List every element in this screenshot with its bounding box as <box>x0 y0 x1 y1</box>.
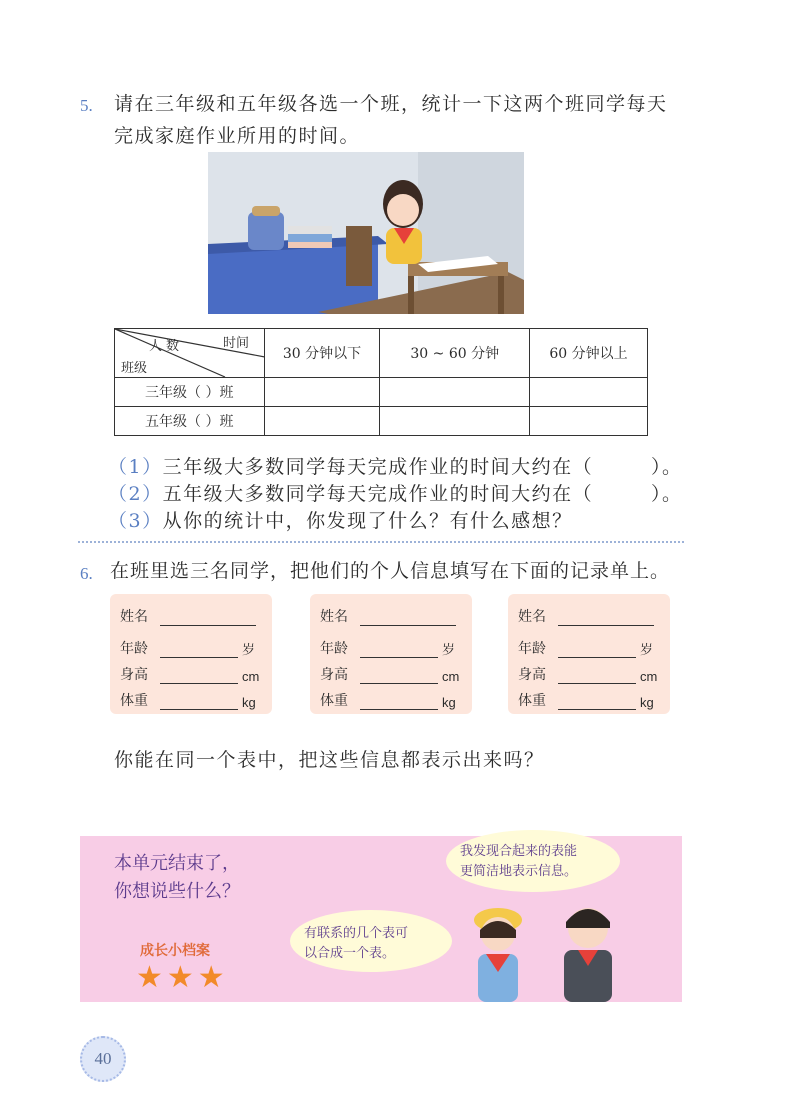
weight-label: 体重 <box>320 693 348 709</box>
table-corner-cell <box>115 329 265 378</box>
weight-unit: kg <box>242 695 256 710</box>
row-label-grade5: 五年级（ ）班 <box>115 407 265 436</box>
name-blank[interactable] <box>160 609 256 626</box>
question-6-number: 6. <box>80 564 93 583</box>
question-6-followup: 你能在同一个表中，把这些信息都表示出来吗？ <box>114 749 545 771</box>
subquestion-2-text: 五年级大多数同学每天完成作业的时间大约在（ <box>162 483 594 505</box>
header-under-30: 30 分钟以下 <box>264 329 380 378</box>
record-card-3 <box>508 594 670 714</box>
question-5-line1: 请在三年级和五年级各选一个班，统计一下这两个班同学每天 <box>114 93 668 115</box>
weight-unit: kg <box>640 695 654 710</box>
age-label: 年龄 <box>518 641 546 657</box>
age-blank[interactable] <box>160 641 238 658</box>
row-label-grade3: 三年级（ ）班 <box>115 378 265 407</box>
height-label: 身高 <box>120 667 148 683</box>
bubble-left-line2: 以合成一个表。 <box>304 946 396 961</box>
name-label: 姓名 <box>320 609 348 625</box>
weight-unit: kg <box>442 695 456 710</box>
age-unit: 岁 <box>640 643 654 658</box>
page-number: 40 <box>80 1036 126 1082</box>
subquestion-1 <box>108 452 593 479</box>
height-blank[interactable] <box>558 667 636 684</box>
homework-time-table <box>114 328 648 436</box>
summary-prompt-line1: 本单元结束了， <box>114 853 240 874</box>
height-unit: cm <box>640 669 658 684</box>
subquestion-1-number: （1） <box>108 456 163 478</box>
record-card-2 <box>310 594 472 714</box>
height-blank[interactable] <box>160 667 238 684</box>
growth-archive-label: 成长小档案 <box>140 942 210 958</box>
subquestion-1-text: 三年级大多数同学每天完成作业的时间大约在（ <box>162 456 594 478</box>
question-5-line2: 完成家庭作业所用的时间。 <box>114 125 361 147</box>
height-blank[interactable] <box>360 667 438 684</box>
girl-illustration <box>458 898 538 1002</box>
table-cell[interactable] <box>264 378 380 407</box>
bubble-top-line2: 更简洁地表示信息。 <box>460 864 578 879</box>
boy-illustration <box>548 892 628 1002</box>
subquestion-3 <box>108 506 573 533</box>
table-cell[interactable] <box>380 407 530 436</box>
weight-blank[interactable] <box>558 693 636 710</box>
table-cell[interactable] <box>530 378 648 407</box>
subquestion-2-end: ）。 <box>651 483 683 505</box>
age-unit: 岁 <box>442 643 456 658</box>
summary-prompt-line2: 你想说些什么？ <box>114 881 240 902</box>
corner-class-label: 班级 <box>121 361 148 376</box>
bubble-top-line1: 我发现合起来的表能 <box>460 844 578 859</box>
header-30-60: 30 ~ 60 分钟 <box>380 329 530 378</box>
subquestion-3-text: 从你的统计中，你发现了什么？有什么感想？ <box>162 510 573 532</box>
name-label: 姓名 <box>518 609 546 625</box>
height-label: 身高 <box>320 667 348 683</box>
weight-blank[interactable] <box>160 693 238 710</box>
subquestion-3-number: （3） <box>108 510 163 532</box>
weight-label: 体重 <box>518 693 546 709</box>
record-card-1 <box>110 594 272 714</box>
section-divider <box>78 541 684 543</box>
weight-blank[interactable] <box>360 693 438 710</box>
corner-count-label: 人数 <box>149 339 184 354</box>
subquestion-2 <box>108 479 593 506</box>
header-over-60: 60 分钟以上 <box>530 329 648 378</box>
speech-bubble-left <box>290 910 452 972</box>
bubble-left-line1: 有联系的几个表可 <box>304 926 409 941</box>
corner-time-label: 时间 <box>223 336 250 351</box>
weight-label: 体重 <box>120 693 148 709</box>
age-blank[interactable] <box>558 641 636 658</box>
name-label: 姓名 <box>120 609 148 625</box>
age-blank[interactable] <box>360 641 438 658</box>
table-cell[interactable] <box>264 407 380 436</box>
homework-illustration <box>208 152 524 314</box>
speech-bubble-top <box>446 830 620 892</box>
name-blank[interactable] <box>558 609 654 626</box>
height-label: 身高 <box>518 667 546 683</box>
age-label: 年龄 <box>320 641 348 657</box>
question-6-text: 在班里选三名同学，把他们的个人信息填写在下面的记录单上。 <box>110 560 671 582</box>
subquestion-1-end: ）。 <box>651 456 683 478</box>
name-blank[interactable] <box>360 609 456 626</box>
unit-summary-panel <box>80 836 682 1002</box>
table-cell[interactable] <box>380 378 530 407</box>
height-unit: cm <box>442 669 460 684</box>
age-unit: 岁 <box>242 643 256 658</box>
height-unit: cm <box>242 669 260 684</box>
table-cell[interactable] <box>530 407 648 436</box>
question-5-number: 5. <box>80 96 93 115</box>
star-rating: ★★★ <box>136 960 229 995</box>
subquestion-2-number: （2） <box>108 483 163 505</box>
age-label: 年龄 <box>120 641 148 657</box>
